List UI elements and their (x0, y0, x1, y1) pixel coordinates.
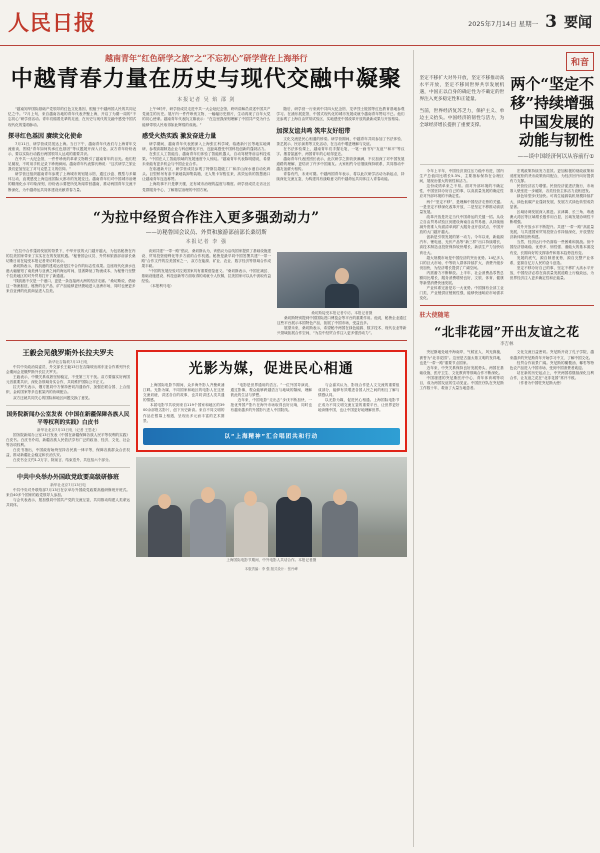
page-editor-note: 本版责编：李 强 版式设计：张丹峰 (244, 566, 298, 571)
paragraph: 上午9时许，研学营成员走进中共一大会址纪念馆，聆听讲解员讲述中国共产党诞生的历史。展厅内一件件珍贵文物、一幅幅历史照片，生动再现了百年大党的初心使命。越南青年代表阮文雄表示：“在这里我深刻理解了中国共产党为什么能够带领人民取得如此辉煌的成就。” (142, 107, 271, 127)
paragraph: 国务院新闻办公室13日发表《中国在新疆保障各族人民平等权利的实践》白皮书。白皮书介绍，新疆各族人民依法享有广泛的政治、经济、文化、社会等各项权利。 (6, 432, 130, 447)
lead-col-3 (276, 107, 404, 192)
paragraph: “越南知华国际基础产党领导的红色文化基因，根植于中越两国人民的共同记忆之中。”7月上旬，来自越南各地的青年代表齐聚上海，开启了为期一周的“不忘初心”研学营活动。青年们循着先辈的足迹，在历史与现代的交融中感受中国式现代化的蓬勃脉动。 (8, 107, 137, 127)
paragraph: 创新是引领发展的第一动力。今年以来，新能源汽车、锂电池、光伏产品等“新三样”出口持续增长，高技术制造业投资保持较快增长，新质生产力加快培育壮大。 (419, 235, 504, 255)
sidebar-quote-1: 坚定不移扩大对外开放，坚定不移推动高水平开放，坚定不移同世界共享发展机遇，中国正以自身的确定性为不确定的世界注入更多稳定性和正能量。 (419, 76, 505, 102)
interview-portrait-photo (277, 252, 407, 308)
sidebar-body (420, 169, 594, 301)
paragraph: 文化交流是民心相通的桥梁。研学营期间，中越青年共同参加了书法体验、茶艺展示、民乐演奏等文化活动，在互动中增进理解与友谊。 (276, 136, 405, 146)
story-four-byline: 新华社北京7月13日电（记者 王思北） (37, 427, 99, 432)
paragraph: 桑切斯特别提到中国国际进口博览会等平台的重要作用。他说，秘鲁企业通过这些平台展示本国特色产品，拓展了中国市场，受益良多。 (277, 315, 407, 325)
photo-face (335, 268, 349, 284)
paragraph: 王毅表示，中俄关系成熟坚韧稳定，不受第三方干扰。双方要落实好两国元首重要共识，深化各领域务实合作，共同维护国际公平正义。 (6, 375, 130, 385)
paragraph: 内需潜力不断释放。上半年，社会消费品零售总额同比增长，服务消费增势良好，文旅、体育、健康等新型消费快速发展。 (419, 270, 504, 286)
paragraph: 这份成绩单来之不易。面对外部环境的不确定性，中国坚持办好自己的事，以高质量发展的确定性应对外部环境的不确定性。 (419, 184, 504, 199)
paragraph: 7月11日，研学营成员抵达上海。当日下午，越南青年代表们与上海青年交流座谈，围绕“青年如何传承红色基因”等议题展开深入讨论。双方青年纷纷表示，要以实际行动践行两国领导人达成的重要共识。 (8, 141, 137, 156)
paragraph: 产业体系完备是另一大优势。中国拥有全部工业门类，产业链供应链韧性强，能够快速响应市场需求变化。 (419, 286, 504, 301)
feature-col-2 (231, 383, 313, 424)
paragraph: 发展的底气，源自制度优势，源自完整产业体系，更源自亿万人民的奋斗创造。 (509, 255, 595, 265)
paragraph: 在临港新片区，研学营成员参观了特斯拉超级工厂和洋山深水港自动化码头。巨型桥吊有条不紊地装卸集装箱，无人集卡穿梭往来，高效运转的智慧港口让越南青年连连称赞。 (142, 167, 271, 182)
paragraph: 越南青年代表团团长表示，此次研学之旅收获满满，不仅加深了对中国发展道路的理解，更结识了许多中国朋友。大家相约今后继续保持联系，共同推动中越友谊薪火相传。 (276, 156, 405, 172)
paragraph: 中国援建的突尼斯医疗中心、青年体育城等项目，成为两国友谊的生动见证。中国医疗队在突尼斯工作数十年，救治了大量当地患者。 (419, 375, 504, 391)
feature-col-3 (318, 383, 400, 424)
divider (6, 197, 407, 198)
page-number: 3 (545, 12, 557, 32)
story-two (6, 202, 407, 336)
sidebar-headline: 两个“坚定不移”持续增强中国发展的动能与韧性 (510, 75, 595, 150)
sidebar-body-col-2 (510, 169, 594, 301)
newspaper-logo: 人民日报 (8, 10, 96, 35)
paragraph: 双方还就共同关心的国际和地区问题交换了意见。 (13, 395, 93, 400)
divider (6, 467, 130, 468)
lead-byline: 本报记者 吴 焰 邵 剑 (177, 97, 236, 104)
page-body (0, 46, 600, 853)
ambassador-headline: “北非花园”开出友谊之花 (434, 324, 580, 340)
paragraph: 坚定不移办好自己的事，坚定不移扩大高水平开放，中国经济必将在高质量发展道路上行稳致远，为世界经济注入更多确定性和正能量。 (509, 265, 595, 280)
paragraph: 上海国际电影节期间，众多海外影人齐聚黄浦江畔。光影为媒，不同国家和地区的电影人在这里交流切磋，讲述各自的故事，也共同讲述人类共通的情感。 (143, 382, 225, 403)
photo-head (201, 487, 215, 503)
story-two-byline: 本报记者 李 强 (185, 238, 227, 245)
paragraph: 区域协调发展深入推进。京津冀、长三角、粤港澳大湾区等区域增长极作用凸显，区域发展协调性不断增强。 (509, 209, 595, 224)
story-two-subtitle: ——访秘鲁国会议员、外贸和旅游部前部长桑切斯 (145, 229, 267, 236)
photo-head (333, 489, 347, 505)
story-three-byline: 新华社吉隆坡7月13日电 (48, 359, 88, 364)
photo-head (287, 485, 301, 501)
paragraph: 改革开放是决定当代中国命运的关键一招。从设立自由贸易试验区到建设海南自由贸易港，从持续缩减外资准入负面清单到扩大服务业开放试点，中国开放的大门越开越大。 (419, 214, 504, 235)
paragraph: 白皮书全文约1.2万字，除前言、结束语外，共包括六个部分。 (13, 458, 113, 463)
paragraph: 宏观政策持续发力显效。更加积极的财政政策和适度宽松的货币政策协同配合，为经济回升向好提供有力支撑。 (509, 169, 595, 184)
paragraph: 文化交流日益密切。突尼斯开设了孔子学院，越来越多的突尼斯青年开始学习中文、了解中国文化。 (509, 350, 595, 360)
photo-person (276, 497, 312, 557)
story-three-headline: 王毅会见俄罗斯外长拉夫罗夫 (22, 347, 114, 357)
masthead-meta (468, 14, 592, 31)
story-two-col-1 (6, 249, 136, 336)
paragraph: 与会代表表示，愿加强同中国共产党的交流互鉴，共同推动构建人类命运共同体。 (6, 498, 130, 508)
divider (6, 405, 130, 406)
paragraph: 绿色转型步伐加快。可再生能源装机规模持续扩大，绿色低碳产业蓬勃发展，发展方式绿色转型成效显著。 (509, 194, 595, 209)
group-photo-caption: 上海国际电影节期间，中外电影人共话合作。本报记者摄 (226, 557, 317, 562)
ambassador-body (420, 350, 594, 391)
paragraph: （本报利马电） (148, 284, 174, 289)
photo-caption: 桑切斯接受本报记者专访。本报记者摄 (311, 310, 373, 315)
paragraph: 青春有约，未来可期。中越两国青年表示，将以此次研学活动为新起点，持续深化交流互鉴，为构建具有战略意义的中越命运共同体注入青春动能。 (276, 172, 405, 182)
sidebar-column (413, 50, 594, 847)
paragraph: 站在新的历史起点上，中突两国将继续深化互利合作，让友谊之花在“北非花园”常开不败。 (509, 370, 595, 380)
sidebar-quote-block (420, 75, 505, 160)
lead-col-1 (8, 107, 136, 192)
story-two-col-2 (142, 249, 272, 336)
photo-head (244, 491, 257, 506)
feature-column (136, 345, 407, 571)
ambassador-col-1 (420, 350, 504, 391)
paragraph: 两个“坚定不移”，是理解中国经济走势的关键。一是坚定不移深化改革开放，二是坚定不移推动高质量发展。 (419, 199, 504, 214)
lower-block (6, 345, 407, 571)
paragraph: 对外开放水平不断提升。共建“一带一路”高质量发展，与共建国家贸易投资合作持续深化，开放型经济新体制加快构建。 (509, 225, 595, 240)
paragraph: “钱凯港不仅是一个港口，更是一条连接两大洲的经济走廊。”桑切斯说，借助这一物流枢纽，秘鲁的农产品、矿产品能够更快捷地进入亚洲市场，同时也使更多来自亚洲的优质商品进入拉美。 (6, 279, 136, 294)
feature-col-1 (143, 383, 225, 424)
sidebar-top (420, 75, 594, 160)
paragraph: （作者为中国驻突尼斯大使） (516, 381, 564, 385)
sidebar-section-header (420, 50, 594, 71)
highlighted-feature (136, 350, 407, 452)
story-five-byline: 新华社北京7月13日电 (50, 483, 86, 488)
paragraph: 以光影为媒，促进民心相通。上海国际电影节正成为不同文明交流互鉴的重要平台，让世界更好地读懂中国，也让中国更好地理解世界。 (318, 398, 400, 413)
feature-banner: 以“上海精神”汇合唱团共和行动 (143, 428, 400, 445)
paragraph: 在张江人工智能岛，越南青年们体验了智能机器人、自动驾驶等前沿科技成果。“中国在人工智能领域的发展速度令人惊叹。”越南青年代表陈明德说，希望未来能有更多机会与中国企业合作。 (142, 151, 271, 167)
paragraph: 桑切斯表示，钱凯港的建成运营是拉中合作的标志性成果。这座现代化深水良港大幅缩短了南美洲与亚洲之间的海运时间，显著降低了物流成本，为秘鲁乃至整个拉美地区的对外贸易打开了新通道。 (6, 263, 136, 279)
story-four-headline: 国务院新闻办公室发表《中国在新疆保障各族人民平等权利的实践》白皮书 (6, 411, 130, 426)
ambassador-col-2 (510, 350, 594, 391)
ambassador-byline: 李吉林 (500, 342, 514, 348)
photo-person (322, 501, 358, 557)
photo-head (158, 494, 171, 509)
photo-person (148, 505, 182, 557)
paragraph: 在书法体验课上，越南青年们手握毛笔，一笔一画书写“友谊”“和平”等汉字。墨香氤氲中，两国青年的心贴得更近。 (276, 146, 405, 156)
lead-body (8, 107, 405, 192)
story-two-headline: “为拉中经贸合作注入更多强劲动力” (92, 209, 320, 226)
paragraph: 上海故事不只是摩天楼，还有城市治理的温度与精度。研学营成员走访社区党群服务中心，了解基层治理的中国方案。 (142, 182, 271, 192)
sidebar-subtitle: ——谈中国经济何以从容前行① (517, 154, 595, 160)
paragraph: 突尼斯地处地中海南岸，气候宜人、风光旖旎，被誉为“北非花园”。这里是古迦太基文明的发祥地，也是“一带一路”重要节点国家。 (419, 350, 504, 365)
lead-kicker: 越南青年“红色研学之旅”之“不忘初心”研学营在上海举行 (105, 53, 308, 63)
paragraph: 谈到共建“一带一路”倡议，桑切斯认为，该倡议为沿线国家提供了基础设施建设、贸易投资便利化等多方面的合作机遇。秘鲁是最早同中国签署共建“一带一路”合作文件的拉美国家之一，双方在能源、矿业、农业、数字经济等领域合作成果丰硕。 (141, 248, 271, 268)
lead-subhead-3: 加深友谊共鸣 筑牢友好纽带 (276, 127, 351, 135)
section-name: 要闻 (564, 15, 592, 31)
paragraph: 超大规模市场是中国经济的突出优势。14亿多人口的巨大市场，中等收入群体持续扩大，消费升级步伐加快，为经济增长提供了广阔空间。 (419, 255, 504, 270)
paragraph: 今年上半年，中国经济顶住压力稳中有进，国内生产总值同比增长5.3%，主要指标保持在合理区间，展现出强大的韧性和活力。 (419, 169, 504, 184)
group-photo (136, 457, 407, 557)
paragraph: 研学营还组织越南青年参观了上海城市规划展示馆，通过沙盘、模型与多媒体互动，直观感受上海这座国际大都市的发展变迁。越南青年们对中国城市治理的精细化水平印象深刻，纷纷表示要把所见所闻带回越南，推动两国青年交流不断深化，为中越命运共同体建设贡献青春力量。 (8, 172, 137, 192)
paragraph: 拉夫罗夫表示，俄方愿同中方保持密切沟通协作，加强在联合国、上合组织、金砖国家等多边框架内的协调配合。 (6, 385, 130, 395)
main-columns (6, 50, 407, 847)
divider (420, 305, 594, 306)
publication-date: 2025年7月14日 星期一 (468, 20, 539, 28)
photo-person (190, 499, 226, 557)
sidebar-quote-2: 当前，世界经济复苏乏力，保护主义、单边主义抬头。中国经济的韧性与活力，为全球经济增长提供了重要支撑。 (419, 109, 505, 128)
lead-story (6, 50, 407, 193)
paragraph: 随后，研学营一行来到中共四大纪念馆、龙华烈士陵园等红色教育基地参观学习。在浦东展览馆，中国式现代化的城市发展成就令越南青年赞叹不已。他们还参观了上海自由贸易试验区，实地感受中国改革开放的最新成果与开放格局。 (276, 107, 405, 122)
paragraph: 近年来，中国电影“走出去”步伐不断加快，一批优秀国产影片在海外市场取得良好反响，同时也有越来越多的外国影片进入中国院线。 (230, 398, 312, 413)
section-label-heyin: 和音 (566, 52, 594, 71)
paragraph: “中国的发展经验对拉美国家具有重要借鉴意义。”桑切斯表示，中国在减贫、基础设施建设、科技创新等方面取得的成就令人钦佩，拉美国家可以从中汲取有益经验。 (141, 268, 271, 284)
lead-subhead-1: 探寻红色基因 赓续文化使命 (8, 132, 83, 140)
divider (420, 164, 594, 165)
story-two-col-3 (277, 249, 407, 336)
paragraph: 研学期间，越南青年代表团深入上海张江科学城、临港新片区等地实地调研，参观高端制造企业与科创孵化平台，近距离感受中国科技创新的蓬勃活力。 (142, 141, 271, 151)
masthead (0, 0, 600, 46)
paragraph: 中共中央政治局委员、外交部长王毅13日在吉隆坡出席东亚合作系列外长会期间会见俄罗斯外长拉夫罗夫。 (6, 364, 130, 375)
photo-person (234, 502, 268, 557)
lead-headline: 中越青春力量在历史与现代交融中凝聚 (10, 66, 402, 92)
paragraph: 民营经济活力增强。民营经济促进法施行，市场准入壁垒进一步破除，各类经营主体活力竞相迸发。 (509, 184, 595, 194)
paragraph: 白皮书指出，中国政府始终坚持各民族一律平等，保障各族群众合法权益，推动新疆社会稳定和长治久安。 (6, 447, 130, 458)
paragraph: “在拉中合作蓬勃发展的背景下，中华开放的大门越开越大，为包括秘鲁在内的拉美国家带来了实实在在的发展机遇。”秘鲁国会议员、外贸和旅游部前部长桑切斯日前在接受本报记者采访时表示。 (6, 248, 136, 263)
paragraph: 展望未来，桑切斯表示，希望秘中两国在绿色能源、数字技术、现代农业等新兴领域拓展合作空间，“为拉中经贸合作注入更多强劲动力”。 (277, 325, 407, 335)
briefs-column (6, 345, 130, 571)
ambassador-essay (420, 310, 594, 391)
paragraph: 本届电影节共收到来自119个国家和地区的3900余部报名影片，创下历史新高。来自不同文明的作品在银幕上相遇，呈现出多元而丰富的艺术图景。 (143, 403, 225, 423)
paragraph: 在中共一大纪念馆，一件件珍贵的革命文物吸引了越南青年的目光。他们驻足凝视，不时用手机记录下珍贵瞬间。越南青年代表黎氏梅说：“这次研学之旅让我们更加坚定了对马克思主义的信仰。” (8, 156, 137, 172)
paragraph: 近年来，中突关系保持良好发展势头，两国在基础设施、医疗卫生、文化教育等领域合作不断深化。 (419, 365, 504, 375)
feature-body (143, 383, 400, 424)
paragraph: 当然，经济运行中仍面临一些困难和挑战。但中国经济基础稳、优势多、韧性强、潜能大的基本面没有变，长期向好的支撑条件和基本趋势没有变。 (509, 240, 595, 255)
lead-subhead-2: 感受火热实践 激发奋进力量 (142, 132, 217, 140)
paragraph: 经贸合作前景广阔。突尼斯的橄榄油、椰枣等特色农产品进入中国市场，受到中国消费者欢迎。 (509, 360, 595, 370)
paragraph: “电影是世界通用的语言。”一位外国导演说，通过影像，观众能够跨越语言与地域的隔阂，理解彼此的生活与梦想。 (230, 382, 312, 398)
sidebar-title-block (509, 75, 594, 160)
lead-col-2 (142, 107, 270, 192)
ambassador-label: 驻大使随笔 (419, 312, 450, 320)
feature-headline: 光影为媒，促进民心相通 (188, 360, 354, 377)
story-two-body (6, 249, 407, 336)
sidebar-body-col-1 (420, 169, 504, 301)
divider (6, 340, 407, 341)
photo-torso (325, 284, 359, 308)
story-five-headline: 中共中央举办外国政党政要高级研修班 (16, 474, 119, 482)
paragraph: 中共中央对外联络部7月13日在京举办外国政党政要高级研修班开班式。来自40多个国家的政党领导人参加。 (6, 488, 130, 498)
paragraph: 与会嘉宾认为，影视合作是人文交流的重要组成部分，能够有效增进各国人民之间的相互了解与情感认同。 (318, 382, 400, 398)
